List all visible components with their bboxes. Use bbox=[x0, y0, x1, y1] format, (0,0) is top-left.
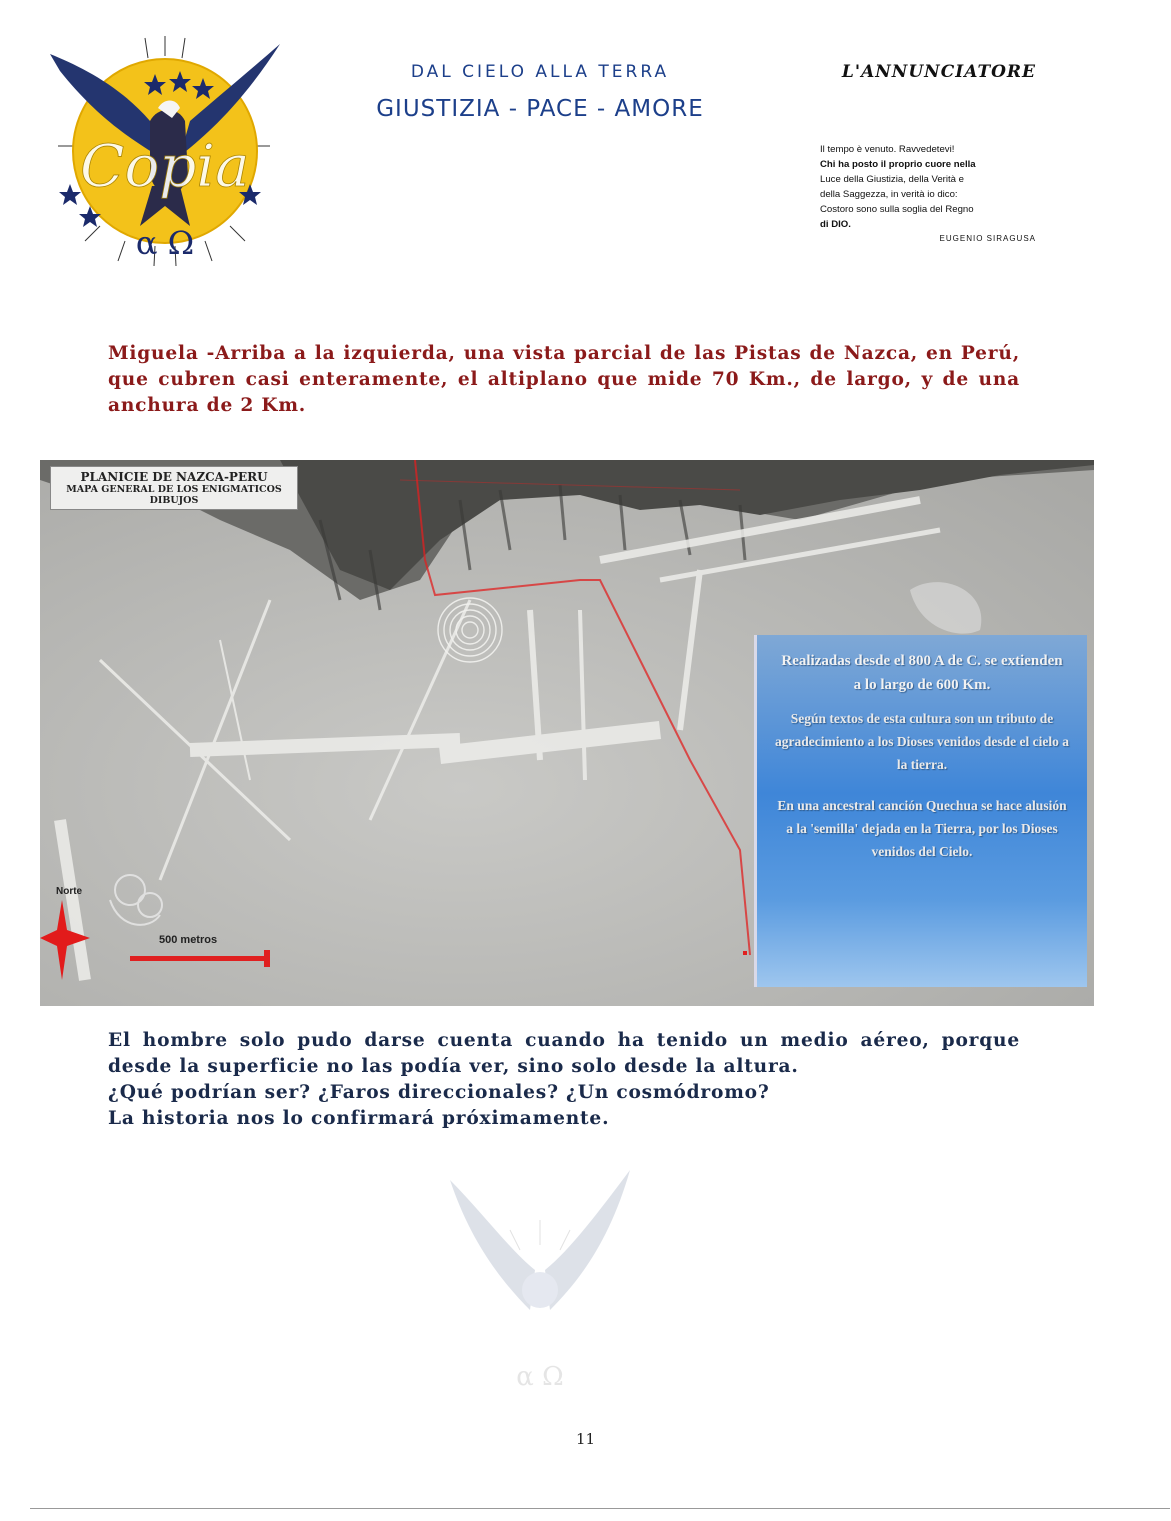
header-right bbox=[820, 62, 1036, 243]
quote-line: Chi ha posto il proprio cuore nella bbox=[820, 159, 976, 170]
quote-line: Costoro sono sulla soglia del Regno bbox=[820, 204, 974, 215]
panel-heading-line-1: Realizadas desde el 800 A de C. se extienden bbox=[781, 653, 1063, 669]
quote-line: Il tempo è venuto. Ravvedetevi! bbox=[820, 144, 955, 155]
map-subtitle: MAPA GENERAL DE LOS ENIGMATICOS DIBUJOS bbox=[66, 484, 282, 506]
quote-line: di DIO. bbox=[820, 219, 851, 230]
scale-label: 500 metros bbox=[159, 934, 218, 946]
map-title: PLANICIE DE NAZCA-PERU bbox=[80, 470, 268, 484]
map-title-label bbox=[50, 466, 298, 510]
panel-heading bbox=[757, 649, 1087, 697]
panel-paragraph-2: En una ancestral canción Quechua se hace alusión a la 'semilla' dejada en la Tierra, por los Dioses venidos del Cielo. bbox=[777, 798, 1067, 859]
header-center bbox=[330, 62, 750, 122]
intro-paragraph: Miguela -Arriba a la izquierda, una vista parcial de las Pistas de Nazca, en Perú, que cubren casi enteramente, el altiplano que mide 70 Km., de largo, y de una anchura de 2 Km. bbox=[108, 343, 1020, 416]
body-line-4: La historia nos lo confirmará próximamente. bbox=[108, 1108, 610, 1129]
header-line-2: GIUSTIZIA - PACE - AMORE bbox=[376, 96, 704, 122]
nazca-map-image bbox=[40, 460, 1094, 1006]
quote-line: Luce della Giustizia, della Verità e bbox=[820, 174, 964, 185]
alpha-omega-symbol: α Ω bbox=[135, 224, 195, 262]
copia-watermark: Copia bbox=[80, 132, 250, 200]
panel-heading-line-2: a lo largo de 600 Km. bbox=[853, 677, 991, 693]
publication-title: L'ANNUNCIATORE bbox=[841, 62, 1036, 82]
body-line-3: ¿Qué podrían ser? ¿Faros direccionales? ¿Un cosmódromo? bbox=[108, 1082, 770, 1103]
body-text bbox=[108, 1028, 1020, 1132]
body-line-1: El hombre solo pudo darse cuenta cuando ha tenido un medio aéreo, porque bbox=[108, 1030, 1020, 1051]
header-line-1: DAL CIELO ALLA TERRA bbox=[410, 62, 670, 82]
body-line-2: desde la superficie no las podía ver, sino solo desde la altura. bbox=[108, 1056, 799, 1077]
quote-line: della Saggezza, in verità io dico: bbox=[820, 189, 958, 200]
quote-author: EUGENIO SIRAGUSA bbox=[939, 234, 1036, 243]
header-quote bbox=[820, 142, 1036, 232]
logo-emblem bbox=[40, 36, 290, 272]
panel-paragraph-1: Según textos de esta cultura son un tributo de agradecimiento a los Dioses venidos desde el cielo a la tierra. bbox=[775, 711, 1069, 772]
watermark-symbols: α Ω bbox=[516, 1362, 564, 1392]
info-panel bbox=[757, 635, 1087, 987]
faded-eagle-watermark bbox=[440, 1160, 640, 1400]
north-label: Norte bbox=[56, 886, 83, 897]
bottom-rule bbox=[30, 1508, 1170, 1509]
page-number: 11 bbox=[575, 1430, 596, 1448]
